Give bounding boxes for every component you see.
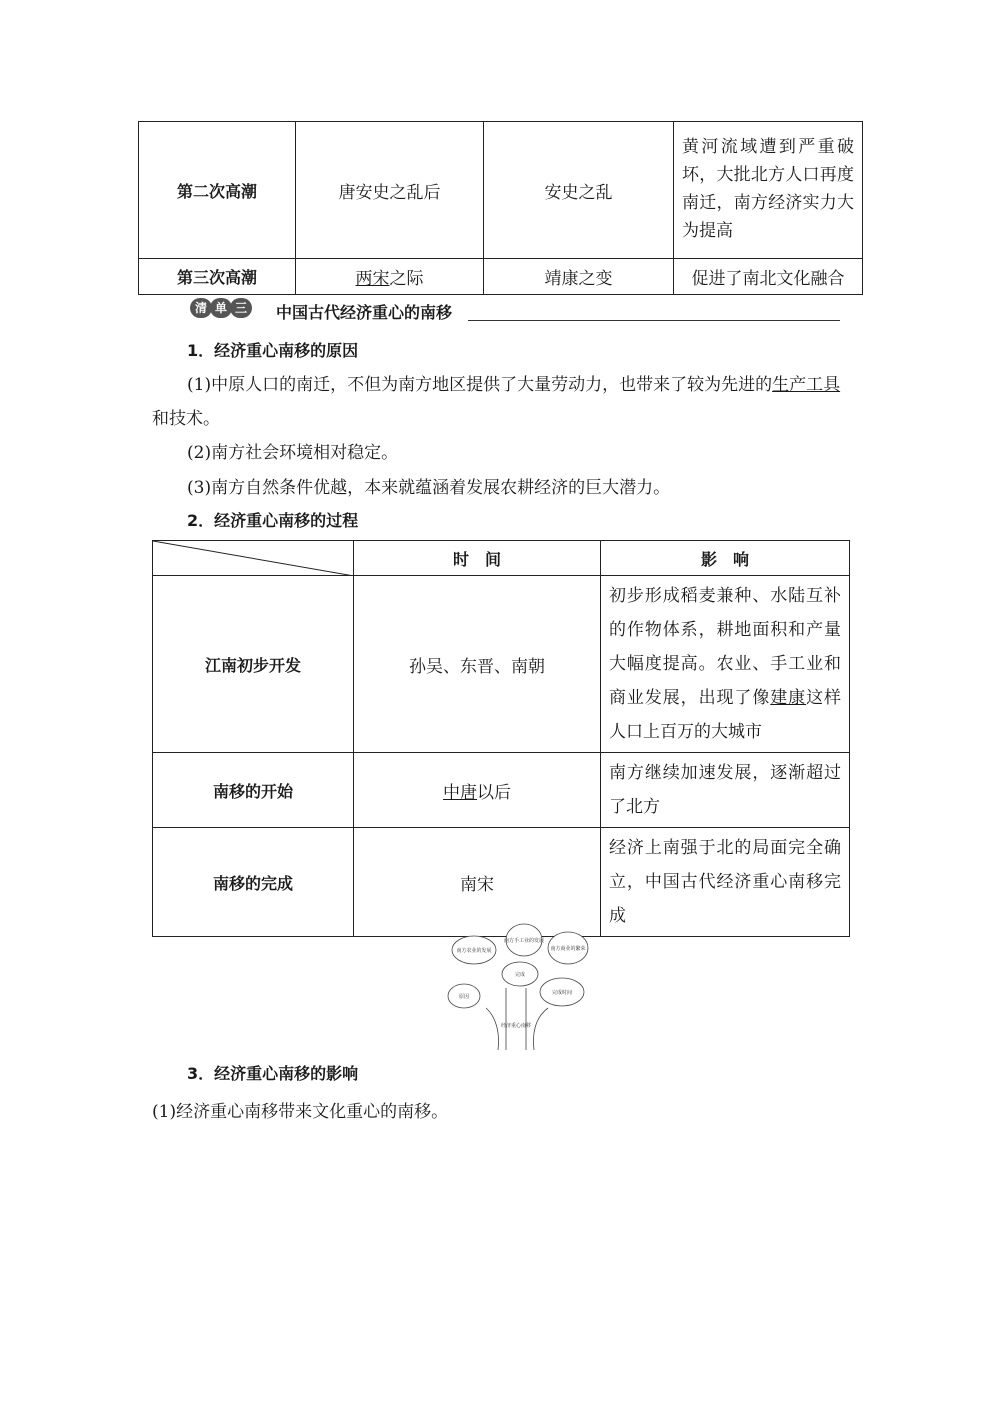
table-row bbox=[139, 259, 863, 295]
paragraph: (1)经济重心南移带来文化重心的南移。 bbox=[152, 1102, 449, 1122]
underlined-term: 两宋 bbox=[355, 269, 390, 289]
underlined-term: 生产工具 bbox=[772, 375, 841, 395]
table-row bbox=[153, 828, 850, 937]
row-time bbox=[296, 259, 484, 295]
row-cause: 靖康之变 bbox=[484, 259, 674, 295]
tree-diagram bbox=[446, 922, 592, 1050]
table-header-row bbox=[153, 541, 850, 576]
row-time-rest: 以后 bbox=[477, 782, 511, 803]
row-impact: 黄河流域遭到严重破坏，大批北方人口再度南迁，南方经济实力大为提高 bbox=[674, 122, 863, 259]
cloud-label: 南方手工业的发展 bbox=[503, 938, 545, 944]
section-tag bbox=[190, 298, 250, 318]
subheading-3: 3．经济重心南移的影响 bbox=[187, 1064, 359, 1083]
cloud-label: 南方农业的发展 bbox=[456, 948, 492, 954]
section-title: 中国古代经济重心的南移 bbox=[276, 303, 453, 322]
paragraph: (3)南方自然条件优越，本来就蕴涵着发展农耕经济的巨大潜力。 bbox=[187, 478, 671, 498]
paragraph: (2)南方社会环境相对稳定。 bbox=[187, 443, 399, 463]
underlined-term: 建康 bbox=[770, 688, 807, 708]
row-impact bbox=[601, 576, 850, 753]
cloud-label: 完成 bbox=[514, 972, 526, 978]
tag-char: 三 bbox=[230, 298, 252, 318]
table-row bbox=[139, 122, 863, 259]
subheading-1: 1．经济重心南移的原因 bbox=[187, 341, 359, 360]
cloud-label: 原因 bbox=[458, 994, 470, 1000]
row-impact: 经济上南强于北的局面完全确立，中国古代经济重心南移完成 bbox=[601, 828, 850, 937]
table-row bbox=[153, 753, 850, 828]
row-cause: 安史之乱 bbox=[484, 122, 674, 259]
underlined-term: 中唐 bbox=[443, 782, 477, 803]
row-impact: 南方继续加速发展，逐渐超过了北方 bbox=[601, 753, 850, 828]
row-time bbox=[354, 753, 601, 828]
table-row bbox=[153, 576, 850, 753]
row-name: 第二次高潮 bbox=[139, 122, 296, 259]
row-time: 孙吴、东晋、南朝 bbox=[354, 576, 601, 753]
impact-text: 这样人口上百万的大城市 bbox=[609, 688, 842, 742]
row-name: 南移的完成 bbox=[153, 828, 354, 937]
subheading-2: 2．经济重心南移的过程 bbox=[187, 511, 359, 530]
row-name: 第三次高潮 bbox=[139, 259, 296, 295]
header-impact: 影 响 bbox=[601, 541, 850, 576]
tag-char: 单 bbox=[210, 298, 232, 318]
tag-char: 清 bbox=[190, 298, 212, 318]
diagonal-line bbox=[153, 541, 354, 576]
trunk-label: 经济重心南移 bbox=[500, 1023, 532, 1029]
paragraph bbox=[187, 370, 857, 395]
row-name: 江南初步开发 bbox=[153, 576, 354, 753]
paragraph: 和技术。 bbox=[152, 409, 220, 429]
row-time: 南宋 bbox=[354, 828, 601, 937]
process-table bbox=[152, 540, 850, 937]
header-time: 时 间 bbox=[354, 541, 601, 576]
row-time-rest: 之际 bbox=[389, 269, 424, 289]
cloud-label: 完成时间 bbox=[551, 990, 573, 996]
tree-trunk bbox=[486, 988, 548, 1050]
row-name: 南移的开始 bbox=[153, 753, 354, 828]
row-impact: 促进了南北文化融合 bbox=[674, 259, 863, 295]
row-time: 唐安史之乱后 bbox=[296, 122, 484, 259]
section-rule bbox=[468, 320, 840, 321]
paragraph-text: (1)中原人口的南迁，不但为南方地区提供了大量劳动力，也带来了较为先进的 bbox=[187, 375, 773, 395]
impact-text: 初步形成稻麦兼种、水陆互补的作物体系，耕地面积和产量大幅度提高。农业、手工业和商业发展，出现了像 bbox=[609, 586, 841, 708]
cloud-label: 南方商业的繁荣 bbox=[550, 946, 586, 952]
migration-table bbox=[138, 121, 863, 295]
diagonal-header-cell bbox=[153, 541, 354, 576]
